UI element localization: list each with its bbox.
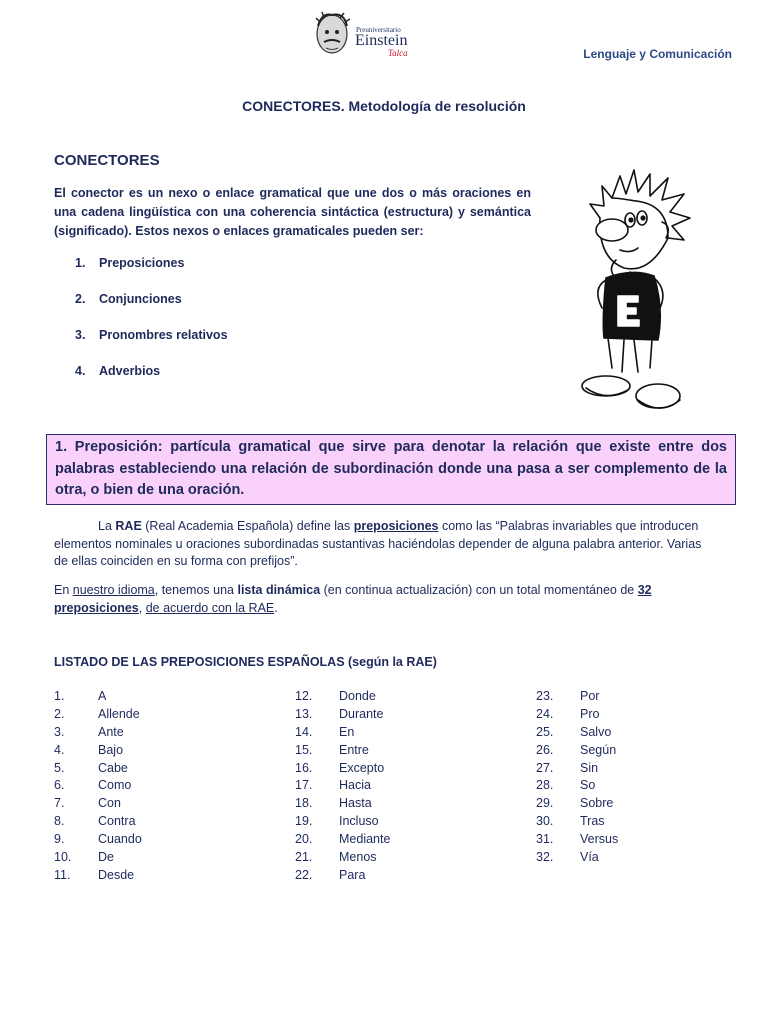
table-row xyxy=(295,743,390,761)
preposition-number: 32. xyxy=(536,850,554,865)
text-run: como las “Palabras invariables que introducen elementos nominales u oraciones subordinadas sustantivas haciéndolas depender de alguna palabra anterior. Varias de ellas coinciden en su forma con prefijos”. xyxy=(54,519,702,568)
list-heading: LISTADO DE LAS PREPOSICIONES ESPAÑOLAS (según la RAE) xyxy=(54,655,437,669)
preposition-word: De xyxy=(98,850,114,865)
preposition-column-2 xyxy=(295,689,390,886)
preposition-number: 11. xyxy=(54,867,71,882)
table-row xyxy=(54,868,142,886)
preposition-word: Durante xyxy=(339,706,384,721)
table-row xyxy=(295,761,390,779)
text-run: , xyxy=(138,600,146,615)
list-item-number: 1. xyxy=(75,256,86,270)
preposition-number: 26. xyxy=(536,742,554,757)
preposition-number: 25. xyxy=(536,724,554,739)
list-item xyxy=(75,328,228,364)
preposition-word: Hacia xyxy=(339,778,371,793)
table-row xyxy=(54,761,142,779)
subject-label: Lenguaje y Comunicación xyxy=(583,47,732,61)
einstein-portrait-icon xyxy=(314,10,354,58)
preposition-word: Mediante xyxy=(339,832,391,847)
preposition-word: Por xyxy=(580,689,600,703)
preposition-word: So xyxy=(580,778,596,793)
rae-definition-paragraph xyxy=(54,518,716,571)
table-row xyxy=(536,778,618,796)
rae-link[interactable]: de acuerdo con la RAE xyxy=(145,600,275,615)
table-row xyxy=(536,707,618,725)
table-row xyxy=(54,725,142,743)
32-preposiciones-link[interactable]: 32 preposiciones xyxy=(54,583,652,615)
preposition-word: Con xyxy=(98,796,121,811)
table-row xyxy=(536,725,618,743)
table-row xyxy=(536,761,618,779)
preposition-word: Sobre xyxy=(580,796,614,811)
table-row xyxy=(54,796,142,814)
connector-types-list xyxy=(75,256,228,400)
preposition-number: 2. xyxy=(54,706,65,721)
preposition-number: 3. xyxy=(54,724,65,739)
list-item xyxy=(75,292,228,328)
table-row xyxy=(54,832,142,850)
logo-signature: Talca xyxy=(388,48,408,58)
nuestro-idioma-link[interactable]: nuestro idioma xyxy=(72,583,155,597)
table-row xyxy=(295,796,390,814)
preposition-word: Bajo xyxy=(98,742,124,757)
preposition-word: Menos xyxy=(339,850,377,865)
preposition-word: A xyxy=(98,689,107,703)
preposition-word: Entre xyxy=(339,742,369,757)
table-row xyxy=(536,832,618,850)
preposition-word: Incluso xyxy=(339,814,379,829)
preposition-number: 14. xyxy=(295,724,313,739)
preposition-word: Sin xyxy=(580,760,599,775)
preposition-number: 8. xyxy=(54,814,65,829)
table-row xyxy=(536,796,618,814)
list-item-label: Conjunciones xyxy=(99,292,182,306)
preposition-word: En xyxy=(339,724,355,739)
preposition-number: 16. xyxy=(295,760,313,775)
preposition-word: Contra xyxy=(98,814,136,829)
preposition-word: Como xyxy=(98,778,132,793)
list-item-number: 4. xyxy=(75,364,86,378)
table-row xyxy=(54,850,142,868)
table-row xyxy=(295,814,390,832)
preposition-number: 22. xyxy=(295,867,313,882)
table-row xyxy=(295,850,390,868)
preposition-word: Versus xyxy=(580,832,619,847)
preposition-number: 31. xyxy=(536,832,554,847)
preposition-number: 4. xyxy=(54,742,65,757)
table-row xyxy=(54,743,142,761)
text-run: (en continua actualización) con un total momentáneo de xyxy=(320,583,638,597)
table-row xyxy=(295,778,390,796)
list-item-label: Adverbios xyxy=(99,364,161,378)
preposition-word: Tras xyxy=(580,814,605,829)
table-row xyxy=(295,725,390,743)
table-row xyxy=(536,689,618,707)
preposition-word: Excepto xyxy=(339,760,385,775)
preposition-word: Hasta xyxy=(339,796,372,811)
preposition-number: 19. xyxy=(295,814,313,829)
preposition-word: Vía xyxy=(580,850,599,865)
preposition-word: Salvo xyxy=(580,724,612,739)
preposition-number: 13. xyxy=(295,706,313,721)
text-run: . xyxy=(274,600,278,615)
institution-logo xyxy=(314,10,424,62)
table-row xyxy=(54,689,142,707)
preposition-number: 28. xyxy=(536,778,554,793)
list-item-number: 2. xyxy=(75,292,86,306)
lista-dinamica-term: lista dinámica xyxy=(237,583,321,597)
preposition-column-3 xyxy=(536,689,618,868)
table-row xyxy=(54,778,142,796)
preposition-number: 21. xyxy=(295,850,313,865)
preposition-number: 29. xyxy=(536,796,554,811)
list-item-label: Preposiciones xyxy=(99,256,185,270)
definition-box: 1. Preposición: partícula gramatical que sirve para denotar la relación que existe entre dos palabras estableciendo una relación de subordinación donde una pasa a ser complemento de la otra, o bien de una oración. xyxy=(46,434,736,505)
list-item-number: 3. xyxy=(75,328,86,342)
text-run: (Real Academia Española) define las xyxy=(141,519,354,533)
section-heading: CONECTORES xyxy=(54,152,160,169)
preposition-word: Cuando xyxy=(98,832,142,847)
table-row xyxy=(54,814,142,832)
logo-main-text: Einstein xyxy=(355,32,408,49)
table-row xyxy=(536,850,618,868)
preposition-number: 27. xyxy=(536,760,554,775)
preposition-number: 23. xyxy=(536,689,554,703)
preposition-column-1 xyxy=(54,689,142,886)
list-item xyxy=(75,364,228,400)
page-title: CONECTORES. Metodología de resolución xyxy=(242,98,526,114)
list-item xyxy=(75,256,228,292)
logo-small-text: Preuniversitario xyxy=(356,26,401,34)
preposition-number: 1. xyxy=(54,689,65,703)
preposition-number: 10. xyxy=(54,850,72,865)
preposition-number: 20. xyxy=(295,832,313,847)
list-info-paragraph xyxy=(54,582,716,617)
text-run: , tenemos una xyxy=(154,583,238,597)
cartoon-thinking-character-illustration xyxy=(572,168,697,423)
preposition-word: Donde xyxy=(339,689,376,703)
preposition-word: Ante xyxy=(98,724,124,739)
preposition-number: 9. xyxy=(54,832,65,847)
table-row xyxy=(536,814,618,832)
preposition-number: 15. xyxy=(295,742,313,757)
preposition-word: Desde xyxy=(98,867,135,882)
preposition-number: 30. xyxy=(536,814,554,829)
preposiciones-term: preposiciones xyxy=(353,519,439,533)
table-row xyxy=(295,868,390,886)
table-row xyxy=(536,743,618,761)
table-row xyxy=(295,689,390,707)
preposition-word: Según xyxy=(580,742,617,757)
table-row xyxy=(295,832,390,850)
preposition-word: Pro xyxy=(580,706,600,721)
preposition-word: Allende xyxy=(98,706,140,721)
text-run: La xyxy=(98,519,116,533)
preposition-number: 24. xyxy=(536,706,554,721)
intro-paragraph: El conector es un nexo o enlace gramatical que une dos o más oraciones en una cadena lingüística con una coherencia sintáctica (estructura) y semántica (significado). Estos nexos o enlaces gramaticales pueden ser: xyxy=(54,186,531,238)
preposition-number: 18. xyxy=(295,796,313,811)
table-row xyxy=(295,707,390,725)
preposition-number: 12. xyxy=(295,689,313,703)
preposition-number: 6. xyxy=(54,778,65,793)
preposition-word: Para xyxy=(339,867,366,882)
preposition-number: 17. xyxy=(295,778,313,793)
preposition-number: 5. xyxy=(54,760,65,775)
text-run: En xyxy=(54,583,73,597)
rae-term: RAE xyxy=(115,519,142,533)
preposition-number: 7. xyxy=(54,796,65,811)
preposition-word: Cabe xyxy=(98,760,128,775)
table-row xyxy=(54,707,142,725)
list-item-label: Pronombres relativos xyxy=(99,328,228,342)
